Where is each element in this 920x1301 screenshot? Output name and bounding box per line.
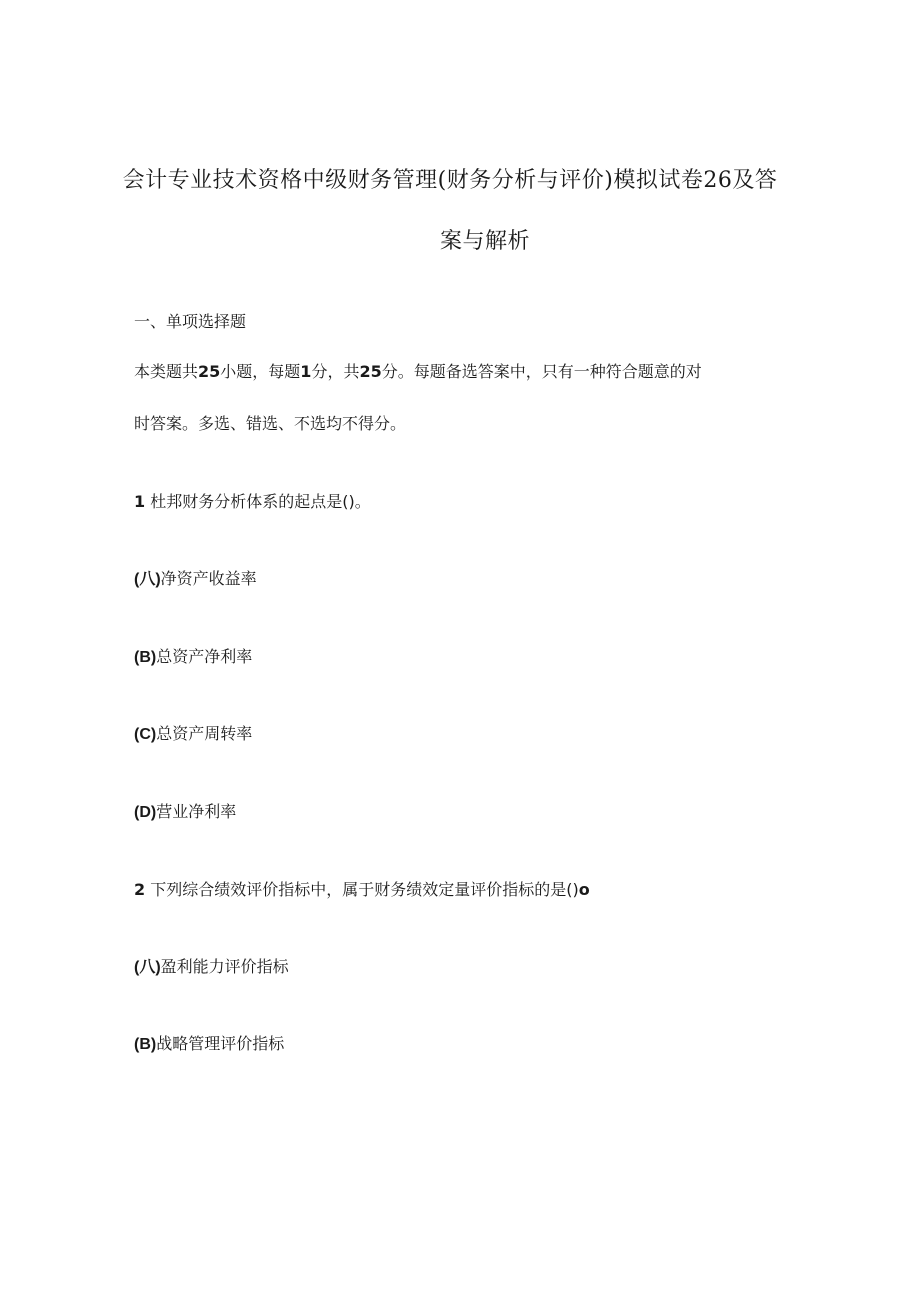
question-1-option-a xyxy=(134,567,257,592)
question-text: 下列综合绩效评价指标中，属于财务绩效定量评价指标的是() xyxy=(150,880,579,899)
section-instruction-line-1 xyxy=(134,360,702,384)
points-per-question: 1 xyxy=(300,362,312,381)
question-1-option-d xyxy=(134,800,236,825)
option-label: (D) xyxy=(134,804,157,821)
option-text: 营业净利率 xyxy=(156,802,237,821)
option-label: (C) xyxy=(134,726,157,743)
instruction-text: 分，共 xyxy=(311,362,360,381)
question-2-option-a xyxy=(134,955,289,980)
option-text: 总资产净利率 xyxy=(156,647,253,666)
question-1-option-c xyxy=(134,722,252,747)
question-2-stem xyxy=(134,878,590,902)
question-text: 杜邦财务分析体系的起点是()。 xyxy=(150,492,371,511)
option-label: (B) xyxy=(134,1036,157,1053)
question-2-option-b xyxy=(134,1032,284,1057)
option-text: 净资产收益率 xyxy=(160,569,257,588)
option-text: 总资产周转率 xyxy=(156,724,253,743)
instruction-text: 分。每题备选答案中，只有一种符合题意的对 xyxy=(381,362,702,381)
option-label: (八) xyxy=(134,959,161,976)
question-count: 25 xyxy=(198,362,221,381)
document-title-line-1: 会计专业技术资格中级财务管理(财务分析与评价)模拟试卷26及答 xyxy=(122,168,778,193)
question-1-stem xyxy=(134,490,371,514)
instruction-text: 小题，每题 xyxy=(220,362,301,381)
document-title-line-2: 案与解析 xyxy=(439,229,530,254)
question-number: 2 xyxy=(134,880,146,899)
question-1-option-b xyxy=(134,645,252,670)
section-heading: 一、单项选择题 xyxy=(134,312,247,331)
option-label: (八) xyxy=(134,571,161,588)
instruction-text: 本类题共 xyxy=(134,362,199,381)
section-instruction-line-2: 时答案。多选、错选、不选均不得分。 xyxy=(134,414,407,433)
question-stem-suffix: o xyxy=(578,880,590,899)
total-points: 25 xyxy=(359,362,382,381)
option-text: 战略管理评价指标 xyxy=(156,1034,285,1053)
question-number: 1 xyxy=(134,492,146,511)
option-text: 盈利能力评价指标 xyxy=(160,957,289,976)
option-label: (B) xyxy=(134,649,157,666)
